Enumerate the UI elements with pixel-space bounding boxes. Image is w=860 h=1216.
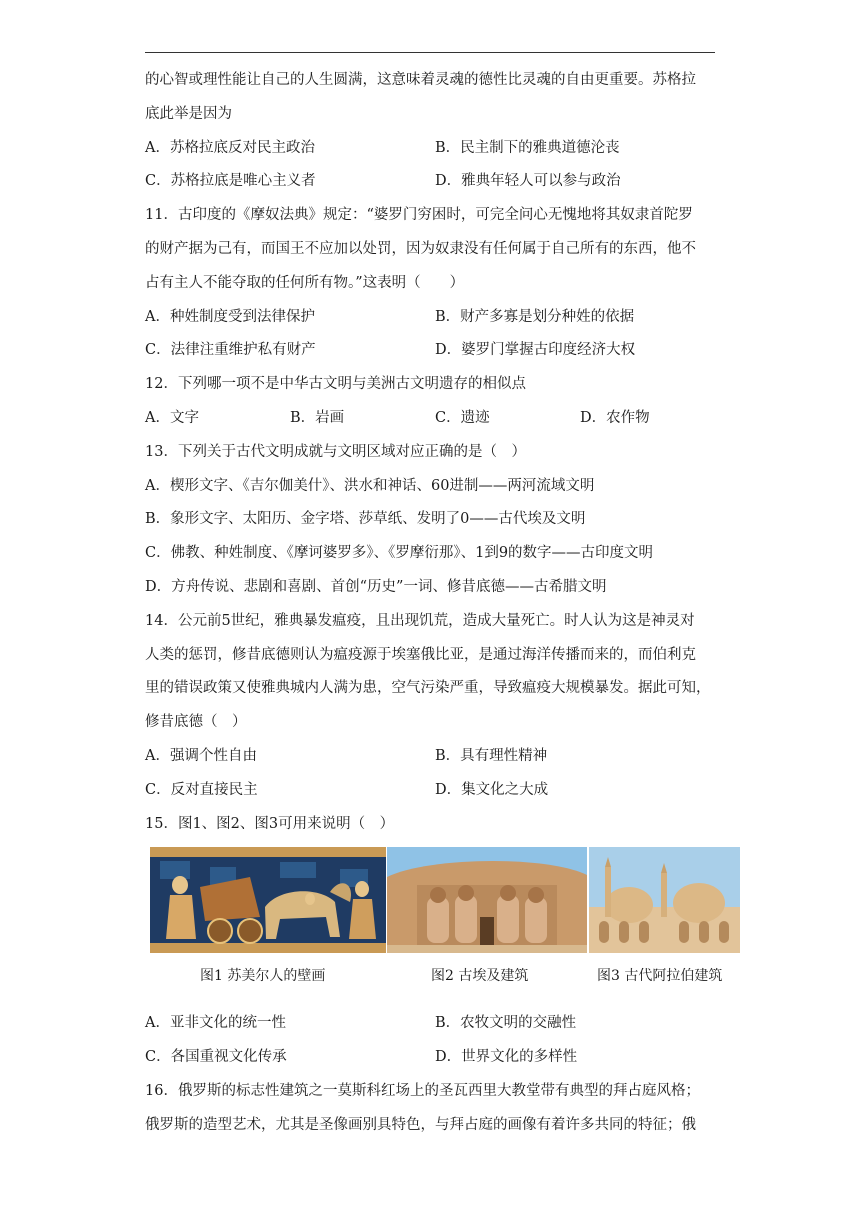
q13-option-d[interactable]: D．方舟传说、悲剧和喜剧、首创“历史”一词、修昔底德——古希腊文明 <box>145 578 607 595</box>
page-content <box>145 64 725 1143</box>
q14-option-b[interactable]: B．具有理性精神 <box>435 747 548 764</box>
figure-3 <box>589 847 740 985</box>
q15-figures <box>145 847 725 1007</box>
q12-option-c[interactable]: C．遗迹 <box>435 409 490 426</box>
q14-option-c[interactable]: C．反对直接民主 <box>145 781 258 798</box>
q12-stem: 12．下列哪一项不是中华古文明与美洲古文明遗存的相似点 <box>145 376 526 393</box>
q14-stem-line-2: 人类的惩罚，修昔底德则认为瘟疫源于埃塞俄比亚，是通过海洋传播而来的，而伯利克 <box>145 646 696 663</box>
figure-2 <box>387 847 587 985</box>
arab-mosque-image <box>589 847 740 953</box>
q15-option-a[interactable]: A．亚非文化的统一性 <box>145 1015 286 1032</box>
q14-stem-line-3: 里的错误政策又使雅典城内人满为患，空气污染严重，导致瘟疫大规模暴发。据此可知， <box>145 680 711 697</box>
q10-options-row-1 <box>145 132 725 166</box>
q10-option-d[interactable]: D．雅典年轻人可以参与政治 <box>435 173 621 190</box>
figure-3-caption: 图3 古代阿拉伯建筑 <box>597 968 723 985</box>
q16-stem-line-2: 俄罗斯的造型艺术，尤其是圣像画别具特色，与拜占庭的画像有着许多共同的特征；俄 <box>145 1116 696 1133</box>
q14-stem-line-1: 14．公元前5世纪，雅典暴发瘟疫，且出现饥荒，造成大量死亡。时人认为这是神灵对 <box>145 612 695 629</box>
q11-option-b[interactable]: B．财产多寡是划分种姓的依据 <box>435 308 635 325</box>
text-line: 的心智或理性能让自己的人生圆满，这意味着灵魂的德性比灵魂的自由更重要。苏格拉 <box>145 72 696 88</box>
q12-option-a[interactable]: A．文字 <box>145 409 199 426</box>
q13-option-a[interactable]: A．楔形文字、《吉尔伽美什》、洪水和神话、60进制——两河流域文明 <box>145 477 595 494</box>
q13-option-b[interactable]: B．象形文字、太阳历、金字塔、莎草纸、发明了0——古代埃及文明 <box>145 511 586 528</box>
q15-options-row-2 <box>145 1041 725 1075</box>
figure-1-caption: 图1 苏美尔人的壁画 <box>200 968 326 985</box>
q14-stem-line-4: 修昔底德（ ） <box>145 714 247 731</box>
q14-options-row-2 <box>145 774 725 808</box>
q11-options-row-2 <box>145 334 725 368</box>
q10-options-row-2 <box>145 165 725 199</box>
q16-stem-line-1: 16．俄罗斯的标志性建筑之一莫斯科红场上的圣瓦西里大教堂带有典型的拜占庭风格； <box>145 1082 700 1099</box>
egyptian-temple-image <box>387 847 587 953</box>
q11-option-d[interactable]: D．婆罗门掌握古印度经济大权 <box>435 342 636 359</box>
q15-options-row-1 <box>145 1007 725 1041</box>
header-rule <box>145 52 715 53</box>
q15-option-d[interactable]: D．世界文化的多样性 <box>435 1049 578 1066</box>
figure-1 <box>150 847 386 985</box>
q15-stem: 15．图1、图2、图3可用来说明（ ） <box>145 815 395 832</box>
q14-option-d[interactable]: D．集文化之大成 <box>435 781 549 798</box>
q11-stem-line-1: 11．古印度的《摩奴法典》规定：“婆罗门穷困时，可完全问心无愧地将其奴隶首陀罗 <box>145 207 693 224</box>
q11-option-a[interactable]: A．种姓制度受到法律保护 <box>145 308 315 325</box>
text-line: 底此举是因为 <box>145 105 232 122</box>
q11-options-row-1 <box>145 301 725 335</box>
q11-option-c[interactable]: C．法律注重维护私有财产 <box>145 342 316 359</box>
q12-option-d[interactable]: D．农作物 <box>580 409 650 426</box>
q12-options-row <box>145 402 725 436</box>
sumerian-mural-image <box>150 847 386 953</box>
q15-option-c[interactable]: C．各国重视文化传承 <box>145 1049 287 1066</box>
q12-option-b[interactable]: B．岩画 <box>290 409 345 426</box>
q13-option-c[interactable]: C．佛教、种姓制度、《摩诃婆罗多》、《罗摩衍那》、1到9的数字——古印度文明 <box>145 545 654 562</box>
q15-option-b[interactable]: B．农牧文明的交融性 <box>435 1015 577 1032</box>
q10-option-a[interactable]: A．苏格拉底反对民主政治 <box>145 139 315 156</box>
q11-stem-line-2: 的财产据为己有，而国王不应加以处罚，因为奴隶没有任何属于自己所有的东西，他不 <box>145 240 696 257</box>
q10-option-b[interactable]: B．民主制下的雅典道德沦丧 <box>435 139 620 156</box>
q14-options-row-1 <box>145 740 725 774</box>
q14-option-a[interactable]: A．强调个性自由 <box>145 747 257 764</box>
q10-option-c[interactable]: C．苏格拉底是唯心主义者 <box>145 173 316 190</box>
q11-stem-line-3: 占有主人不能夺取的任何所有物。”这表明（ ） <box>145 274 465 291</box>
q13-stem: 13．下列关于古代文明成就与文明区域对应正确的是（ ） <box>145 443 526 460</box>
figure-2-caption: 图2 古埃及建筑 <box>431 968 529 985</box>
